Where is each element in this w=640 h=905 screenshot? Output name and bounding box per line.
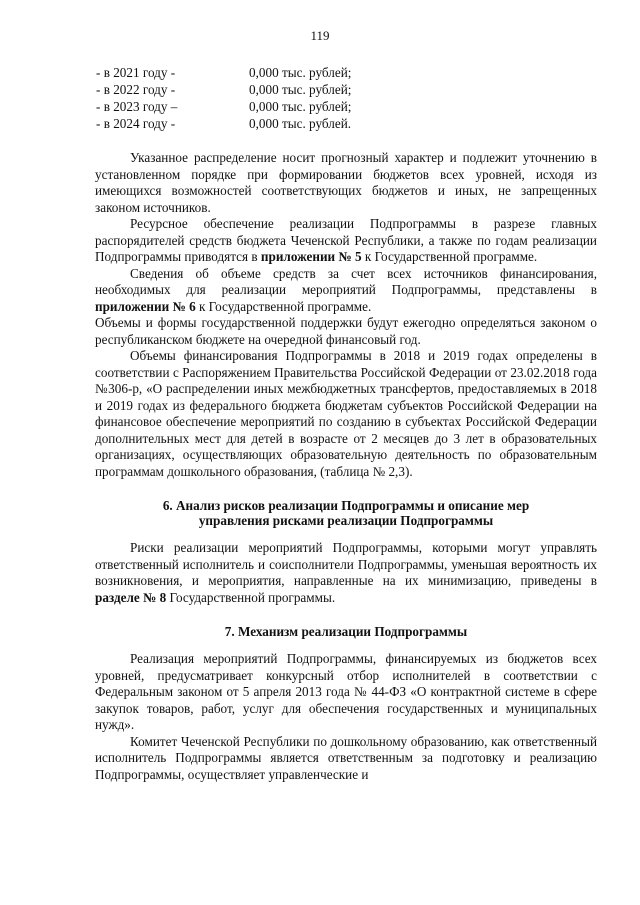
budget-amount: 0,000 тыс. рублей;: [249, 99, 352, 114]
section-7-heading: 7. Механизм реализации Подпрограммы: [224, 624, 468, 639]
paragraph-risks: Риски реализации мероприятий Подпрограммы, которыми могут управлять ответственный исполнитель и соисполнители Подпрограммы, уменьшая вероятность их возникновения, и мероприятия, направленные на их минимизацию, приведены в разделе № 8 Государственной программы.: [95, 540, 597, 605]
budget-row: [96, 81, 351, 98]
budget-amount: 0,000 тыс. рублей;: [249, 65, 352, 80]
paragraph-mechanism: Реализация мероприятий Подпрограммы, финансируемых из бюджетов всех уровней, предусматривает конкурсный отбор исполнителей в соответствии с Федеральным законом от 5 апреля 2013 года № 44-ФЗ «О контрактной системе в сфере закупок товаров, работ, услуг для обеспечения государственных и муниципальных нужд».: [95, 651, 597, 732]
budget-year: - в 2024 году -: [96, 116, 176, 131]
page-number: 119: [310, 28, 330, 43]
appendix-5-ref: приложении № 5: [260, 249, 362, 264]
paragraph-committee: Комитет Чеченской Республики по дошкольному образованию, как ответственный исполнитель Подпрограммы является ответственным за подготовку и реализацию Подпрограммы, осуществляет управленческие и: [95, 733, 597, 782]
paragraph-forecast: Указанное распределение носит прогнозный характер и подлежит уточнению в установленном порядке при формировании бюджетов всех уровней, исходя из имеющихся возможностей соответствующих бюджетов и иных, не запрещенных законом источников.: [95, 150, 597, 215]
paragraph-funding-info: Сведения об объеме средств за счет всех источников финансирования, необходимых для реализации мероприятий Подпрограммы, представлены в приложении № 6 к Государственной программе.: [95, 265, 597, 314]
section-8-ref: разделе № 8: [95, 589, 167, 605]
paragraph-resource-support: Ресурсное обеспечение реализации Подпрограммы в разрезе главных распорядителей средств бюджета Чеченской Республики, а также по годам реализации Подпрограммы приводятся в приложении № 5 к Государственной программе.: [95, 216, 597, 264]
paragraph-funding-volumes: Объемы финансирования Подпрограммы в 2018 и 2019 годах определены в соответствии с Распоряжением Правительства Российской Федерации от 23.02.2018 года №306-р, «О распределении иных межбюджетных трансфертов, предоставляемых в 2018 и 2019 годах из федерального бюджета бюджетам субъектов Российской Федерации на финансовое обеспечение мероприятий по созданию в субъектах Российской Федерации дополнительных мест для детей в возрасте от 2 месяцев до 3 лет в образовательных организациях, осуществляющих образовательную деятельность по образовательным программам дошкольного образования, (таблица № 2,3).: [95, 348, 597, 479]
budget-row: [96, 115, 351, 132]
document-body: [95, 150, 597, 783]
budget-year: - в 2022 году -: [96, 82, 176, 97]
budget-amount: 0,000 тыс. рублей.: [249, 116, 352, 131]
paragraph-support-forms: Объемы и формы государственной поддержки будут ежегодно определяться законом о республиканском бюджете на очередной финансовый год.: [95, 315, 597, 347]
budget-row: [96, 64, 351, 81]
budget-list: [96, 64, 351, 132]
budget-year: - в 2021 году -: [96, 65, 176, 80]
section-6-heading: 6. Анализ рисков реализации Подпрограммы и описание мер управления рисками реализации Подпрограммы: [162, 498, 530, 528]
budget-year: - в 2023 году –: [96, 99, 178, 114]
appendix-6-ref: приложении № 6: [95, 298, 196, 314]
budget-amount: 0,000 тыс. рублей;: [249, 82, 352, 97]
budget-row: [96, 98, 351, 115]
